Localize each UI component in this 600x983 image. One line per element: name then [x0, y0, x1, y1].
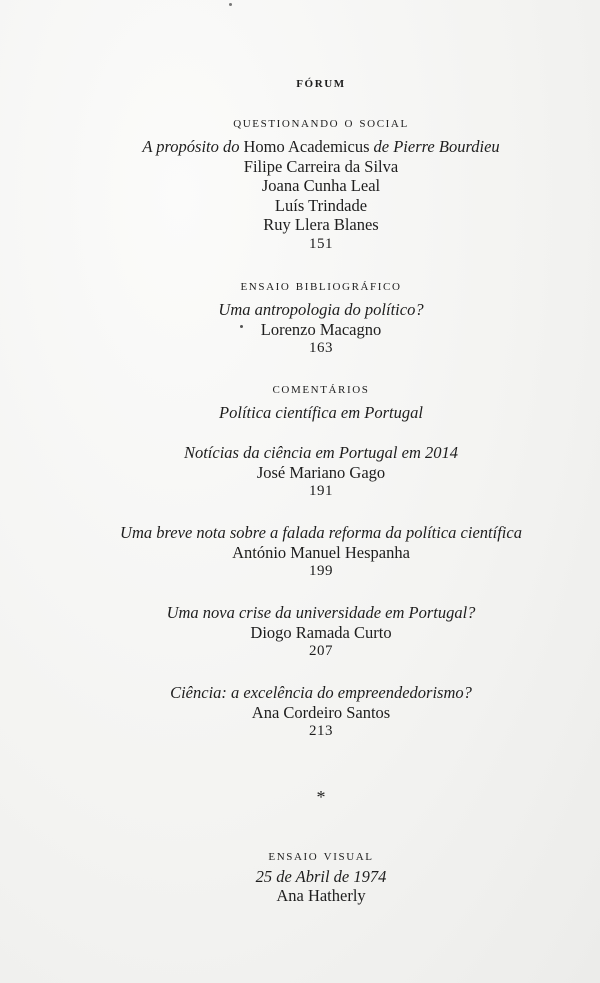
ensaio-bibliografico-entry	[0, 300, 600, 359]
author-name: José Mariano Gago	[256, 462, 386, 482]
page-number: 191	[309, 483, 333, 499]
author-name: Ana Cordeiro Santos	[251, 702, 391, 722]
comentario-entry	[0, 683, 600, 742]
entry-title: Uma nova crise da universidade em Portugal?	[166, 603, 476, 622]
author-name: Joana Cunha Leal	[261, 176, 381, 195]
entry-title: Uma breve nota sobre a falada reforma da política científica	[120, 523, 522, 542]
stray-dot	[240, 325, 243, 328]
ensaio-visual-block	[0, 847, 600, 906]
title-suffix: de Pierre Bourdieu	[373, 137, 500, 156]
section-heading-questionando: questionando o social	[233, 115, 409, 131]
title-prefix: A propósito do	[142, 137, 240, 156]
comentario-entry	[0, 443, 600, 502]
author-name: Luís Trindade	[274, 195, 368, 215]
entry-title: 25 de Abril de 1974	[255, 866, 387, 886]
comentario-entry	[0, 603, 600, 662]
page-number: 207	[309, 643, 333, 659]
section-subtitle: Política científica em Portugal	[219, 403, 423, 422]
title-book: Homo Academicus	[243, 137, 370, 156]
forum-entry	[0, 137, 600, 254]
print-speck	[229, 3, 232, 6]
ensaio-bibliografico-block	[0, 277, 600, 297]
comentario-entry	[0, 523, 600, 582]
entry-title: Uma antropologia do político?	[218, 300, 424, 319]
author-name: Ruy Llera Blanes	[263, 215, 379, 234]
comentarios-block	[0, 380, 600, 400]
author-name: Diogo Ramada Curto	[250, 622, 392, 642]
page-number: 163	[309, 340, 333, 356]
entry-title: Notícias da ciência em Portugal em 2014	[183, 443, 459, 462]
forum-block	[0, 74, 600, 94]
page-number: 213	[309, 723, 333, 739]
author-name: Ana Hatherly	[276, 886, 366, 905]
questionando-block	[0, 114, 600, 134]
section-heading-comentarios: comentários	[272, 381, 370, 397]
section-heading-ensaio-visual: ensaio visual	[268, 848, 374, 864]
section-heading-ensaio-bibliografico: ensaio bibliográfico	[240, 278, 402, 294]
author-name: António Manuel Hespanha	[232, 542, 410, 562]
author-name: Lorenzo Macagno	[260, 319, 382, 339]
author-name: Filipe Carreira da Silva	[243, 156, 399, 176]
page-number: 199	[309, 563, 333, 579]
separator-block	[0, 788, 600, 808]
entry-title	[0, 137, 600, 157]
forum-heading: fórum	[296, 75, 346, 91]
entry-title: Ciência: a excelência do empreendedorismo?	[170, 683, 472, 702]
asterisk-separator: *	[316, 787, 326, 807]
page-number: 151	[309, 235, 333, 252]
comentarios-subtitle-block	[0, 403, 600, 423]
